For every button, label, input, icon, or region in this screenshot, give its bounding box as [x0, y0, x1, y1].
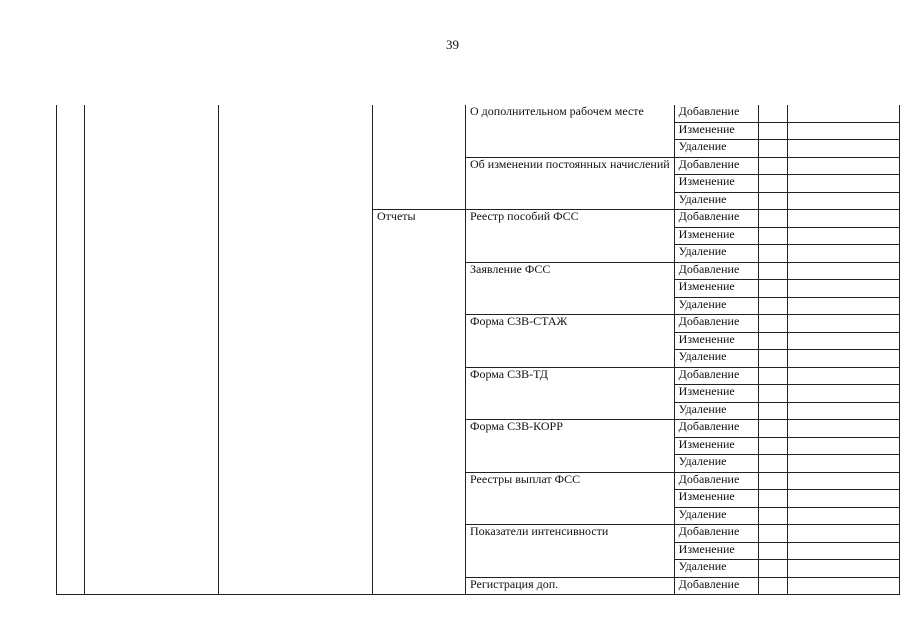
empty-cell-col1: [57, 105, 85, 595]
object-name: Регистрация доп.: [466, 577, 675, 595]
note-cell: [787, 385, 899, 403]
action-cell: Добавление: [674, 262, 758, 280]
object-name: Реестры выплат ФСС: [466, 472, 675, 525]
note-cell: [787, 525, 899, 543]
object-name: О дополнительном рабочем месте: [466, 105, 675, 157]
object-name: Форма СЗВ-ТД: [466, 367, 675, 420]
action-cell: Удаление: [674, 297, 758, 315]
action-cell: Добавление: [674, 472, 758, 490]
note-cell: [787, 140, 899, 158]
note-cell: [787, 105, 899, 122]
action-cell: Добавление: [674, 157, 758, 175]
checkbox-cell: [758, 175, 787, 193]
empty-cell-col3: [219, 105, 373, 595]
checkbox-cell: [758, 105, 787, 122]
checkbox-cell: [758, 367, 787, 385]
note-cell: [787, 542, 899, 560]
checkbox-cell: [758, 297, 787, 315]
checkbox-cell: [758, 455, 787, 473]
checkbox-cell: [758, 245, 787, 263]
checkbox-cell: [758, 210, 787, 228]
action-cell: Удаление: [674, 402, 758, 420]
checkbox-cell: [758, 315, 787, 333]
table-body: [57, 105, 900, 595]
page-number: 39: [446, 37, 459, 52]
checkbox-cell: [758, 192, 787, 210]
note-cell: [787, 332, 899, 350]
checkbox-cell: [758, 472, 787, 490]
note-cell: [787, 367, 899, 385]
note-cell: [787, 577, 899, 595]
note-cell: [787, 472, 899, 490]
action-cell: Добавление: [674, 315, 758, 333]
note-cell: [787, 157, 899, 175]
checkbox-cell: [758, 262, 787, 280]
access-rights-table: [56, 105, 900, 595]
object-name: Об изменении постоянных начислений: [466, 157, 675, 210]
action-cell: Добавление: [674, 525, 758, 543]
note-cell: [787, 455, 899, 473]
checkbox-cell: [758, 560, 787, 578]
note-cell: [787, 245, 899, 263]
object-name: Форма СЗВ-СТАЖ: [466, 315, 675, 368]
checkbox-cell: [758, 420, 787, 438]
action-cell: Изменение: [674, 542, 758, 560]
checkbox-cell: [758, 227, 787, 245]
action-cell: Добавление: [674, 577, 758, 595]
note-cell: [787, 280, 899, 298]
action-cell: Изменение: [674, 385, 758, 403]
checkbox-cell: [758, 350, 787, 368]
object-name: Заявление ФСС: [466, 262, 675, 315]
action-cell: Изменение: [674, 227, 758, 245]
object-name: Форма СЗВ-КОРР: [466, 420, 675, 473]
checkbox-cell: [758, 332, 787, 350]
action-cell: Удаление: [674, 245, 758, 263]
action-cell: Изменение: [674, 280, 758, 298]
note-cell: [787, 420, 899, 438]
action-cell: Удаление: [674, 140, 758, 158]
object-name: Показатели интенсивности: [466, 525, 675, 578]
checkbox-cell: [758, 157, 787, 175]
note-cell: [787, 210, 899, 228]
action-cell: Удаление: [674, 192, 758, 210]
note-cell: [787, 227, 899, 245]
checkbox-cell: [758, 507, 787, 525]
action-cell: Изменение: [674, 490, 758, 508]
note-cell: [787, 437, 899, 455]
action-cell: Добавление: [674, 367, 758, 385]
note-cell: [787, 490, 899, 508]
table-row: [57, 105, 900, 122]
object-name: Реестр пособий ФСС: [466, 210, 675, 263]
note-cell: [787, 350, 899, 368]
note-cell: [787, 560, 899, 578]
checkbox-cell: [758, 490, 787, 508]
checkbox-cell: [758, 280, 787, 298]
note-cell: [787, 402, 899, 420]
checkbox-cell: [758, 542, 787, 560]
action-cell: Удаление: [674, 507, 758, 525]
action-cell: Изменение: [674, 122, 758, 140]
checkbox-cell: [758, 437, 787, 455]
action-cell: Изменение: [674, 175, 758, 193]
checkbox-cell: [758, 140, 787, 158]
checkbox-cell: [758, 525, 787, 543]
checkbox-cell: [758, 577, 787, 595]
action-cell: Изменение: [674, 332, 758, 350]
action-cell: Удаление: [674, 455, 758, 473]
section-cell-continued: [373, 105, 466, 210]
checkbox-cell: [758, 122, 787, 140]
action-cell: Удаление: [674, 350, 758, 368]
note-cell: [787, 315, 899, 333]
empty-cell-col2: [85, 105, 219, 595]
checkbox-cell: [758, 402, 787, 420]
action-cell: Добавление: [674, 210, 758, 228]
action-cell: Добавление: [674, 420, 758, 438]
note-cell: [787, 175, 899, 193]
note-cell: [787, 122, 899, 140]
note-cell: [787, 192, 899, 210]
action-cell: Удаление: [674, 560, 758, 578]
note-cell: [787, 507, 899, 525]
checkbox-cell: [758, 385, 787, 403]
action-cell: Изменение: [674, 437, 758, 455]
action-cell: Добавление: [674, 105, 758, 122]
section-label: Отчеты: [373, 210, 466, 595]
note-cell: [787, 262, 899, 280]
note-cell: [787, 297, 899, 315]
